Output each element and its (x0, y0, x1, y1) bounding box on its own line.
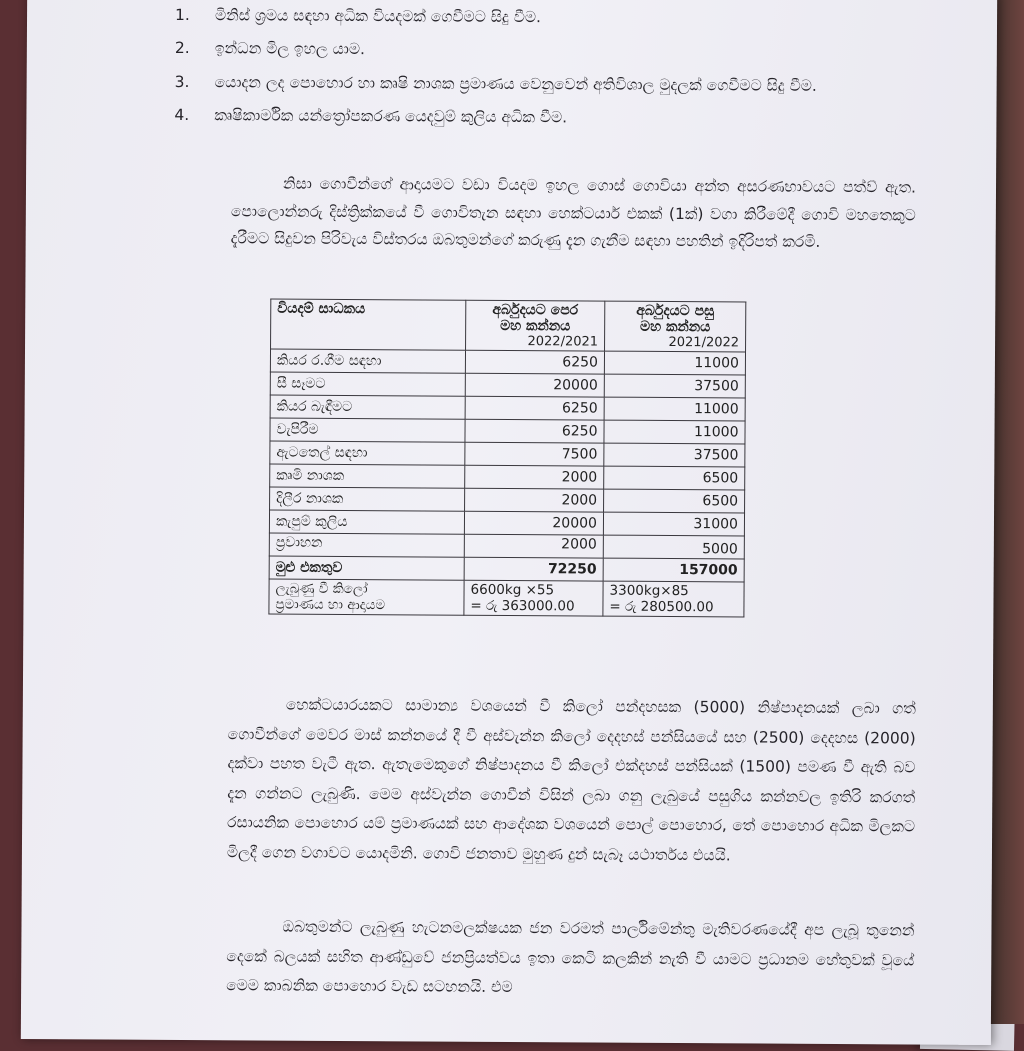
before-cell: 6250 (465, 396, 604, 420)
before-cell: 2000 (465, 488, 604, 512)
total-label: මුළු එකතුව (269, 556, 464, 580)
factor-cell: දිලීර නාශක (270, 487, 465, 511)
after-cell: 11000 (604, 420, 745, 444)
before-cell: 20000 (465, 373, 604, 397)
factor-cell: කෘමි නාශක (270, 464, 465, 488)
yield-after: 3300kg×85 = රු 280500.00 (603, 581, 744, 617)
header-after: අර්බුදයට පසු මහ කන්නය 2021/2022 (605, 301, 746, 352)
paragraph-mandate: ඔබතුමන්ට ලැබුණු හැටනමලක්ෂයක ජන වරමත් පාර්ලිමේන්තු මැතිවරණයේදී අප ලැබූ තුනෙන් දෙකේ බලයක් සහිත ආණ්ඩුවේ ජනප්‍රියත්වය ඉතා කෙටි කලකින් නැති වී යාමට ප්‍රධානම හේතුවක් වූයේ මෙම කාබනික පොහොර වැඩ සටහනයි. එම (226, 917, 915, 997)
after-cell: 31000 (603, 512, 744, 536)
table-row (270, 487, 745, 513)
table-row (270, 418, 745, 444)
list-item (175, 71, 935, 98)
table-row (270, 349, 745, 375)
list-number: 3. (174, 72, 190, 91)
list-text: ඉන්ධන මිල ඉහල යාම. (214, 39, 366, 59)
before-cell: 7500 (465, 442, 604, 466)
before-cell: 6250 (465, 419, 604, 443)
after-cell: 6500 (604, 466, 745, 490)
before-cell: 2000 (464, 534, 603, 558)
list-item (175, 4, 935, 31)
list-item (175, 37, 935, 64)
after-cell: 11000 (604, 351, 745, 375)
after-cell: 37500 (604, 443, 745, 467)
table-row (270, 464, 745, 490)
factor-cell: ඇටතෙල් සඳහා (270, 441, 465, 465)
total-after: 157000 (603, 558, 744, 582)
list-text: යොදන ලද පොහොර හා කෘෂි නාශක ප්‍රමාණය වෙනුවෙන් අතිවිශාල මුදලක් ගෙවීමට සිදු වීම. (214, 73, 817, 95)
header-before: අර්බුදයට පෙර මහ කන්නය 2022/2021 (466, 300, 605, 351)
table-row (269, 510, 744, 536)
after-cell: 37500 (604, 374, 745, 398)
yield-row (269, 579, 744, 617)
after-cell: 5000 (603, 535, 744, 559)
table-row (270, 372, 745, 398)
after-cell: 11000 (604, 397, 745, 421)
paragraph-intro: නිසා ගොවීන්ගේ ආදායමට වඩා වියදම ඉහල ගොස් ගොවියා අන්ත අසරණභාවයට පත්ව් ඇත. පොලොන්නරු දිස්ත්‍රික්කයේ වී ගොවිතැන සඳහා හෙක්ටයාර් එකක් (1ක්) වගා කිරීමේදී ගොවි මහතෙකුට දැරීමට සිදුවන පිරිවැය විස්තරය ඔබතුමන්ගේ කරුණු දැන ගැනීම සඳහා පහතින් ඉදිරිපත් කරමි. (230, 174, 917, 251)
reasons-list (174, 4, 935, 143)
table-header-row (271, 299, 746, 352)
factor-cell: වැපිරීම (270, 418, 465, 442)
factor-cell: සී සෑමට (270, 372, 465, 396)
before-cell: 6250 (465, 350, 604, 374)
list-text: මිනිස් ශ්‍රමය සඳහා අධික වියදමක් ගෙවීමට සිදු වීම. (215, 6, 542, 27)
list-item (174, 104, 934, 131)
factor-cell: ප්‍රවාහන (269, 533, 464, 557)
table-row (269, 533, 744, 559)
before-cell: 2000 (465, 465, 604, 489)
before-cell: 20000 (464, 511, 603, 535)
list-number: 2. (174, 39, 190, 58)
yield-before: 6600kg ×55 = රු 363000.00 (464, 580, 603, 616)
table-row (270, 395, 745, 421)
document-page (21, 0, 997, 1045)
table-row (270, 441, 745, 467)
factor-cell: කැපුම් කුලිය (269, 510, 464, 534)
list-number: 1. (175, 5, 190, 25)
yield-label: ලැබුණු වී කිලෝ ප්‍රමාණය හා ආදායම (269, 579, 464, 615)
list-number: 4. (174, 106, 190, 125)
after-cell: 6500 (604, 489, 745, 513)
factor-cell: කියර ර.ගීම සඳහා (270, 349, 465, 373)
paragraph-harvest: හෙක්ටයාරයකට සාමාන්‍ය වශයෙන් වී කිලෝ පන්දහසක (5000) නිෂ්පාදනයක් ලබා ගත් ගොවීන්ගේ මෙවර මාස් කන්නයේ දී වී අස්වැන්න කිලෝ දෙදහස් පන්සියයේ සහ (2500) දෙදහස (2000) දක්වා පහත වැටී ඇත. ඇතැමෙකුගේ නිෂ්පාදනය වී කිලෝ එක්දහස් පන්සියක් (1500) පමණ වී ඇති බව දැන ගන්නට ලැබුණි. මෙම අස්වැන්න ගොවීන් විසින් ලබා ගනු ලැබුයේ පසුගිය කන්නවල ඉතිරි කරගත් රසායනික පොහොර යම් ප්‍රමාණයක් සහ ආදේශක වශයෙන් පොල් පොහොර, තේ පොහොර අධික මිලකට මිලදී ගෙන වගාවට යොදමිනි. ගොවි ජනතාව මුහුණ දුන් සැබෑ යථාර්තය එයයි. (226, 695, 916, 864)
cost-table (268, 299, 746, 618)
factor-cell: කියර බැඳීමට (270, 395, 465, 419)
list-text: කෘෂිකාර්මික යන්ත්‍රෝපකරණ යෙදවුම් කුලිය අධික වීම. (214, 106, 568, 127)
total-row (269, 556, 744, 582)
header-factor: වියදම් සාධකය (271, 299, 466, 350)
total-before: 72250 (464, 557, 603, 581)
